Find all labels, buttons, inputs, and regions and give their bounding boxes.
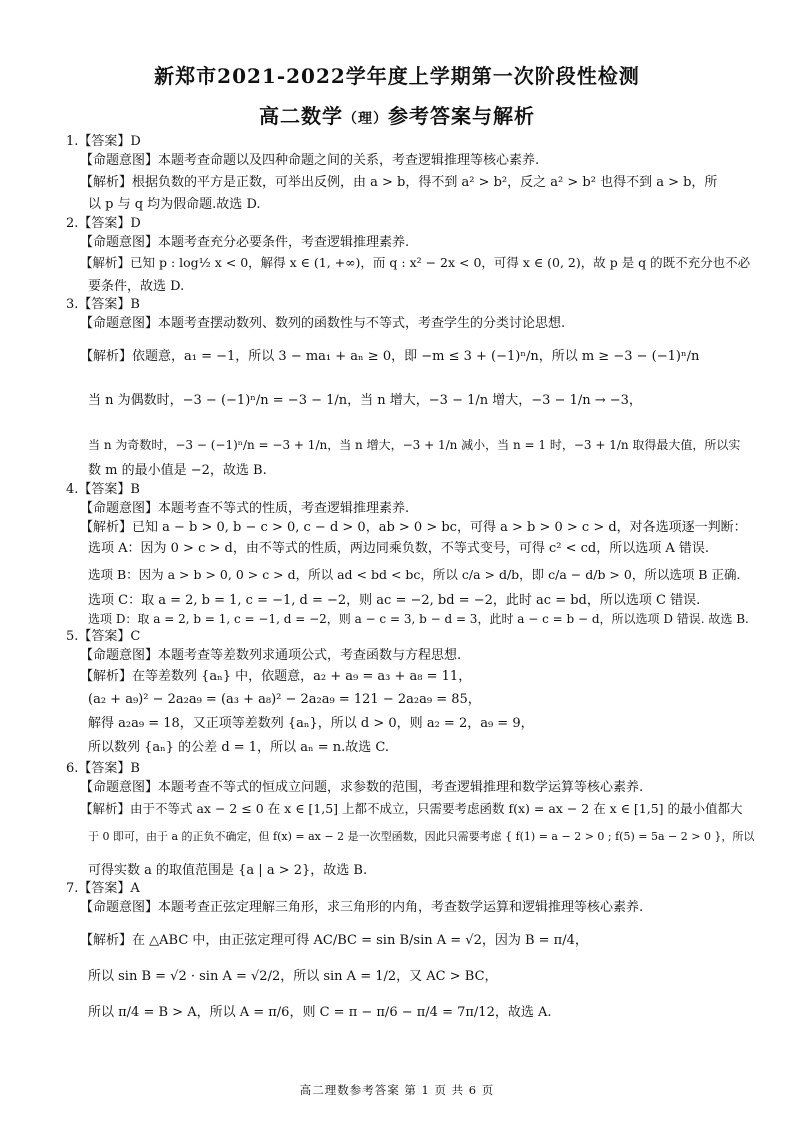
q6-answer: 6.【答案】B <box>66 761 140 776</box>
q5-equation: (a₂ + a₉)² − 2a₂a₉ = (a₃ + a₈)² − 2a₂a₉ = 121 − 2a₂a₉ = 85， <box>88 692 481 707</box>
q3-even-case: 当 n 为偶数时，−3 − (−1)ⁿ/n = −3 − 1/n，当 n 增大，−3 − 1/n 增大，−3 − 1/n → −3， <box>88 393 642 408</box>
q5-solve: 解得 a₂a₉ = 18，又正项等差数列 {aₙ}，所以 d > 0，则 a₂ = 2，a₉ = 9， <box>88 716 534 731</box>
q5-analysis: 【解析】在等差数列 {aₙ} 中，依题意，a₂ + a₉ = a₃ + a₈ = 11， <box>80 669 472 684</box>
q3-analysis: 【解析】依题意，a₁ = −1，所以 3 − ma₁ + aₙ ≥ 0，即 −m ≤ 3 + (−1)ⁿ/n，所以 m ≥ −3 − (−1)ⁿ/n <box>80 349 700 364</box>
q7-step: 所以 sin B = √2 · sin A = √2/2，所以 sin A = 1/2，又 AC > BC， <box>88 969 498 984</box>
document-subtitle <box>0 100 794 129</box>
q5-intent: 【命题意图】本题考查等差数列求通项公式，考查函数与方程思想. <box>80 648 462 663</box>
q4-option-c: 选项 C：取 a = 2, b = 1, c = −1, d = −2，则 ac = −2, bd = −2，此时 ac = bd，所以选项 C 错误. <box>88 593 701 608</box>
subtitle-tail: 参考答案与解析 <box>388 104 535 128</box>
q4-analysis: 【解析】已知 a − b > 0, b − c > 0, c − d > 0，ab > 0 > bc，可得 a > b > 0 > c > d，对各选项逐一判断： <box>80 520 747 535</box>
q7-intent: 【命题意图】本题考查正弦定理解三角形，求三角形的内角，考查数学运算和逻辑推理等核心素养. <box>80 900 644 915</box>
q4-answer: 4.【答案】B <box>66 482 140 497</box>
q2-intent: 【命题意图】本题考查充分必要条件，考查逻辑推理素养. <box>80 235 410 250</box>
q6-conclusion: 可得实数 a 的取值范围是 {a | a > 2}，故选 B. <box>88 863 368 878</box>
q7-answer: 7.【答案】A <box>66 881 140 896</box>
q5-conclusion: 所以数列 {aₙ} 的公差 d = 1，所以 aₙ = n.故选 C. <box>88 740 389 755</box>
subtitle-paren: （理） <box>343 111 388 127</box>
q2-analysis-cont: 要条件，故选 D. <box>88 279 185 294</box>
q1-answer: 1.【答案】D <box>66 134 141 149</box>
page-footer: 高二理数参考答案 第 1 页 共 6 页 <box>299 1083 495 1097</box>
q1-intent: 【命题意图】本题考查命题以及四种命题之间的关系，考查逻辑推理等核心素养. <box>80 153 540 168</box>
q3-intent: 【命题意图】本题考查摆动数列、数列的函数性与不等式，考查学生的分类讨论思想. <box>80 316 566 331</box>
q4-option-a: 选项 A：因为 0 > c > d，由不等式的性质，两边同乘负数，不等式变号，可得 c² < cd，所以选项 A 错误. <box>88 541 710 556</box>
q1-analysis-cont: 以 p 与 q 均为假命题.故选 D. <box>88 197 261 212</box>
q2-answer: 2.【答案】D <box>66 216 141 231</box>
document-title: 新郑市2021-2022学年度上学期第一次阶段性检测 <box>154 64 640 88</box>
q3-conclusion: 数 m 的最小值是 −2，故选 B. <box>88 463 267 478</box>
q6-intent: 【命题意图】本题考查不等式的恒成立问题，求参数的范围，考查逻辑推理和数学运算等核心素养. <box>80 780 644 795</box>
q5-answer: 5.【答案】C <box>66 629 141 644</box>
q2-analysis: 【解析】已知 p : log½ x < 0，解得 x ∈ (1, +∞)，而 q : x² − 2x < 0，可得 x ∈ (0, 2)，故 p 是 q 的既不充分也不必 <box>80 255 751 270</box>
q7-conclusion: 所以 π/4 = B > A，所以 A = π/6，则 C = π − π/6 − π/4 = 7π/12，故选 A. <box>88 1005 552 1020</box>
q6-analysis-cont: 于 0 即可，由于 a 的正负不确定，但 f(x) = ax − 2 是一次型函数，因此只需要考虑 { f(1) = a − 2 > 0 ; f(5) = 5a − 2 > 0 }，所以 <box>88 830 755 843</box>
q6-analysis: 【解析】由于不等式 ax − 2 ≤ 0 在 x ∈ [1,5] 上都不成立，只需要考虑函数 f(x) = ax − 2 在 x ∈ [1,5] 的最小值都大 <box>80 801 743 816</box>
q3-odd-case: 当 n 为奇数时，−3 − (−1)ⁿ/n = −3 + 1/n，当 n 增大，−3 + 1/n 减小，当 n = 1 时，−3 + 1/n 取得最大值，所以实 <box>88 438 741 452</box>
q4-option-d: 选项 D：取 a = 2, b = 1, c = −1, d = −2，则 a − c = 3, b − d = 3，此时 a − c = b − d，所以选项 D 错误. 故选 B. <box>88 612 749 626</box>
q3-answer: 3.【答案】B <box>66 297 140 312</box>
subtitle-main: 高二数学 <box>259 104 343 128</box>
q4-intent: 【命题意图】本题考查不等式的性质，考查逻辑推理素养. <box>80 501 410 516</box>
q7-analysis: 【解析】在 △ABC 中，由正弦定理可得 AC/BC = sin B/sin A = √2，因为 B = π/4， <box>80 933 588 948</box>
q4-option-b: 选项 B：因为 a > b > 0, 0 > c > d，所以 ad < bd < bc，所以 c/a > d/b，即 c/a − d/b > 0，所以选项 B 正确. <box>88 567 741 582</box>
q1-analysis: 【解析】根据负数的平方是正数，可举出反例，由 a > b，得不到 a² > b²，反之 a² > b² 也得不到 a > b，所 <box>80 175 718 190</box>
